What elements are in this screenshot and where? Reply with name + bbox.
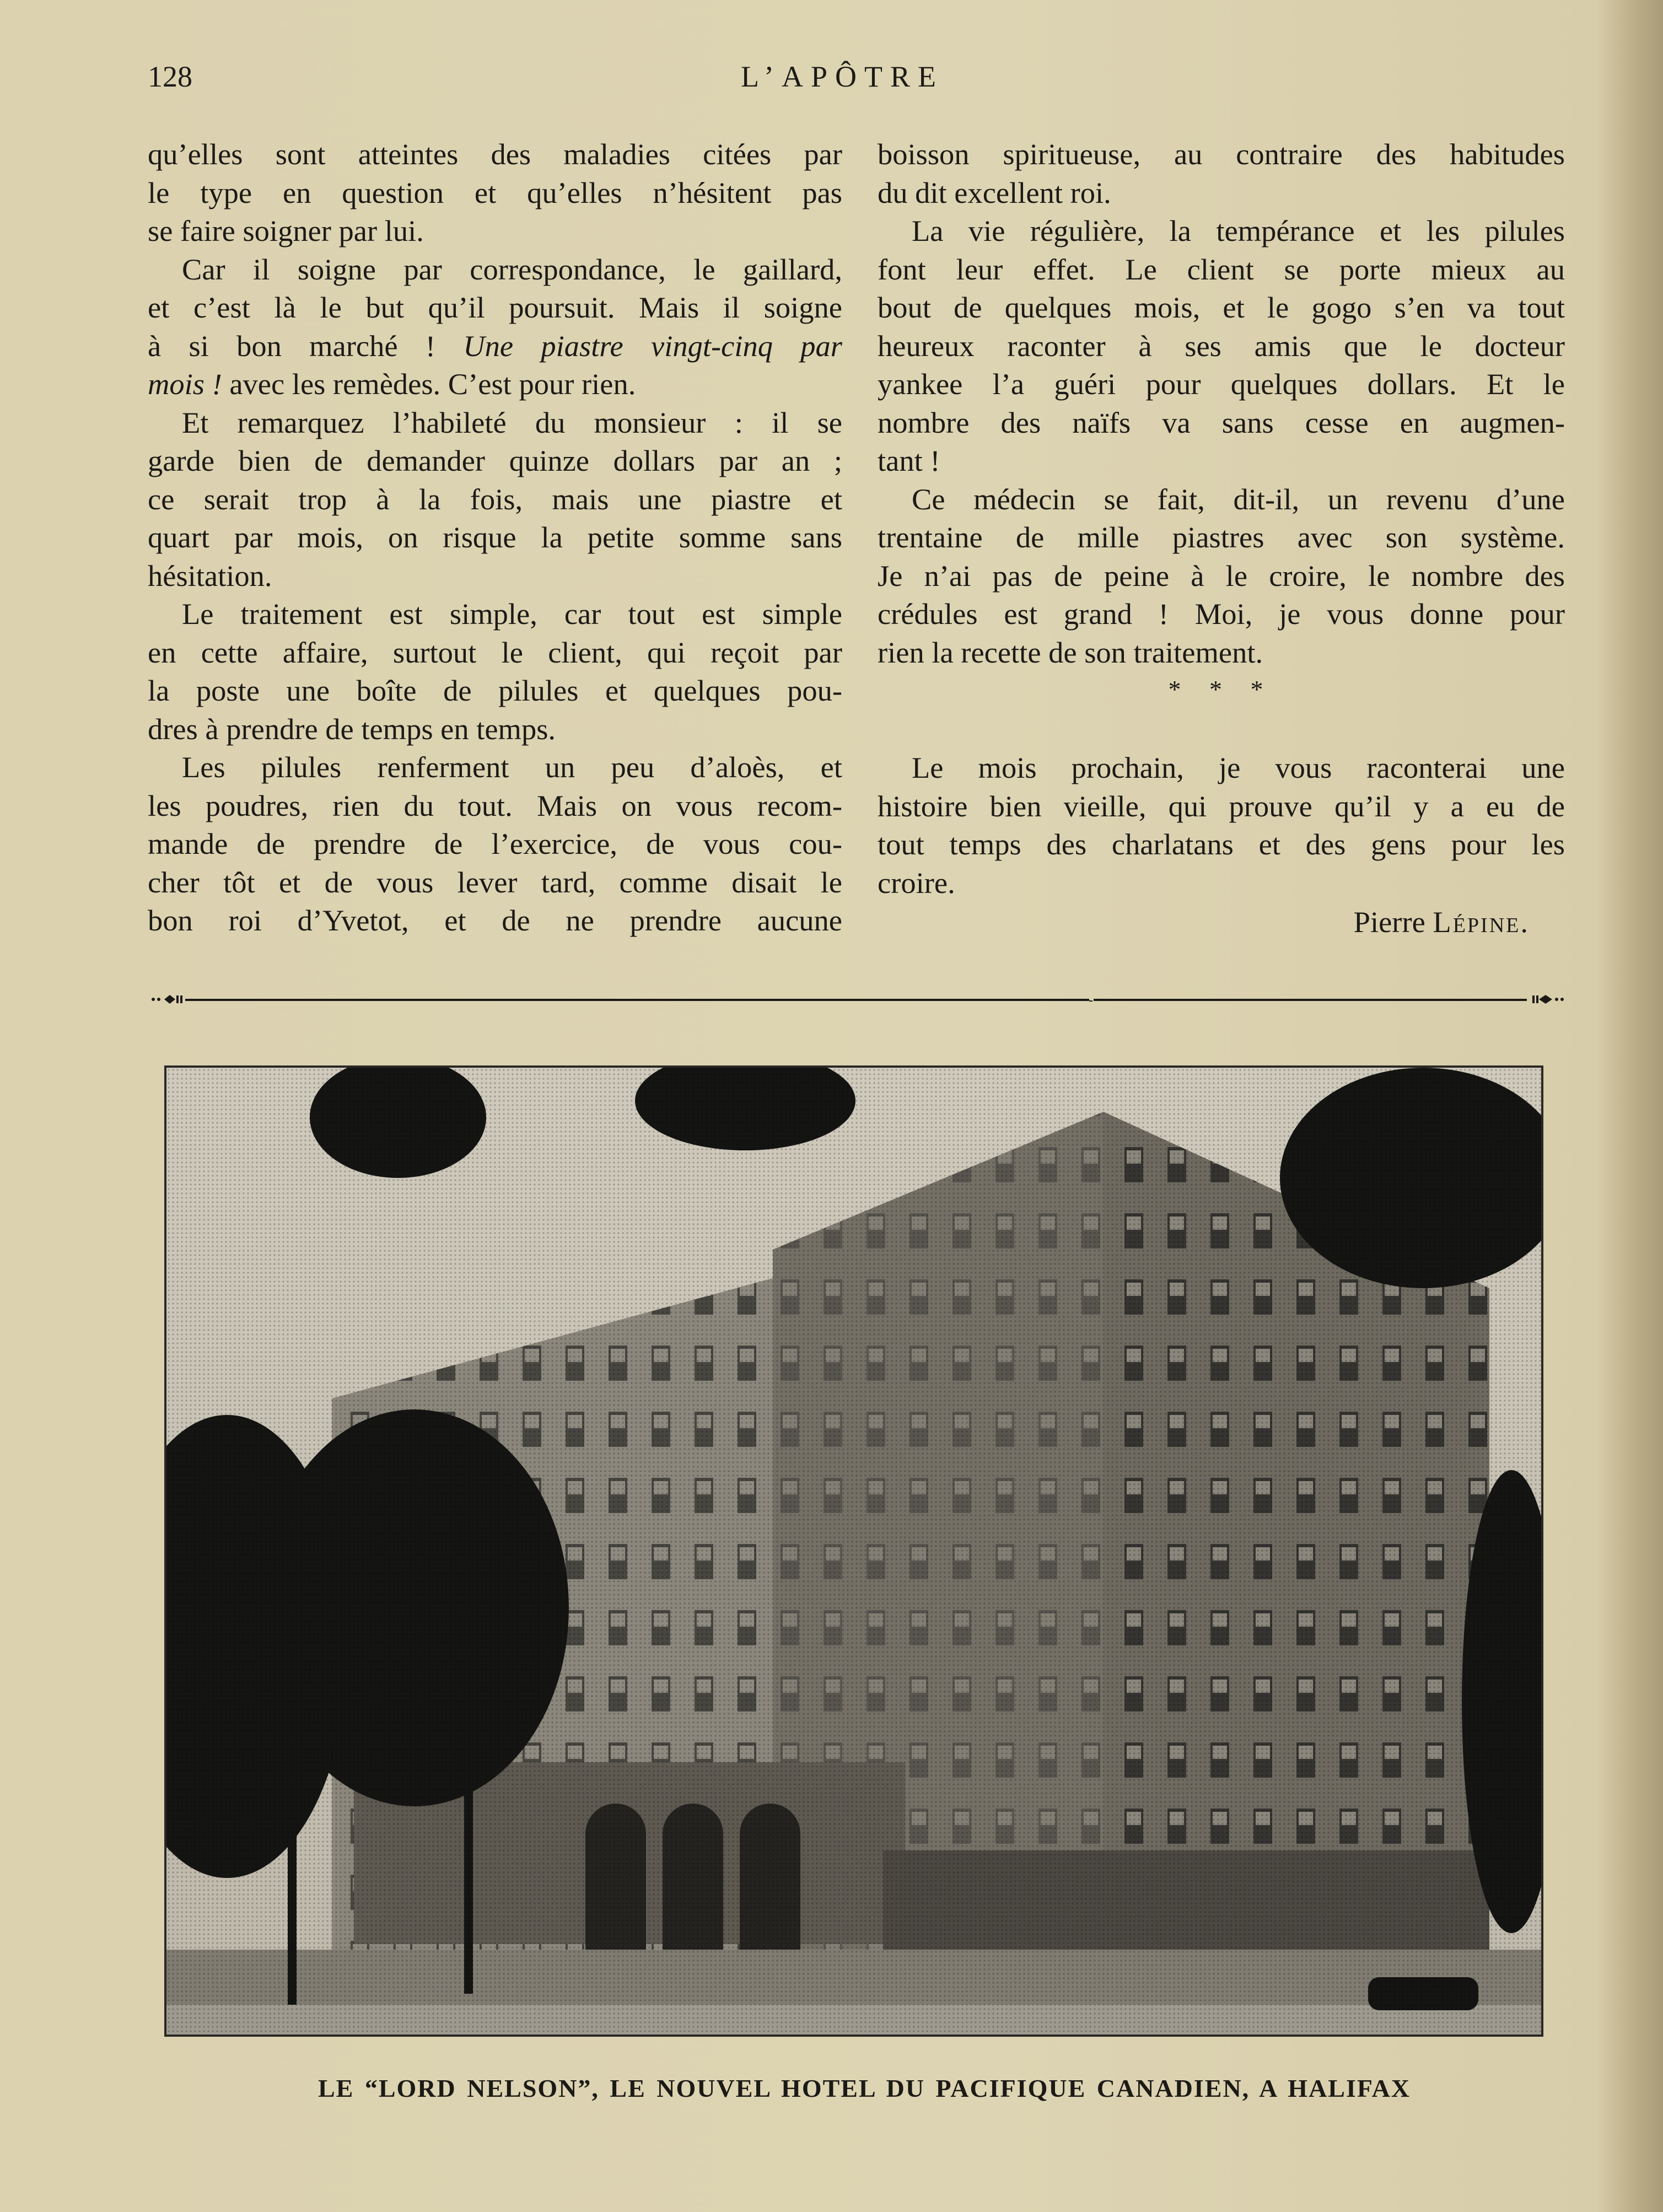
text-line: histoire bien vieille, qui prouve qu’il y a eu de <box>878 789 1565 823</box>
divider-right-ornament-icon <box>1532 995 1564 1004</box>
italic-text: Une piastre vingt-cinq par <box>463 329 842 363</box>
text-line: Les pilules renferment un peu d’aloès, et <box>182 750 842 784</box>
text-line: croire. <box>878 865 955 900</box>
text-line: garde bien de demander quinze dollars par an ; <box>148 444 842 477</box>
text-run: à si bon marché ! <box>148 329 464 363</box>
text-line: en cette affaire, surtout le client, qui reçoit par <box>148 635 842 669</box>
text-line: Et remarquez l’habileté du monsieur : il se <box>182 405 842 439</box>
text-line: hésitation. <box>148 558 272 593</box>
text-line: et c’est là le but qu’il poursuit. Mais il soigne <box>148 290 842 324</box>
text-line: font leur effet. Le client se porte mieux au <box>878 252 1565 286</box>
text-line: mande de prendre de l’exercice, de vous cou- <box>148 827 842 860</box>
text-line: Car il soigne par correspondance, le gaillard, <box>182 252 842 286</box>
text-line: quart par mois, on risque la petite somme sans <box>148 520 842 554</box>
text-line: Le mois prochain, je vous raconterai une <box>912 751 1565 784</box>
text-line: rien la recette de son traitement. <box>878 635 1263 669</box>
text-line: dres à prendre de temps en temps. <box>148 712 556 746</box>
right-column <box>878 135 1565 941</box>
author-first-name: Pierre <box>1353 905 1425 939</box>
text-line: ce serait trop à la fois, mais une piastre et <box>148 482 842 516</box>
text-line: nombre des naïfs va sans cesse en augmen- <box>878 405 1565 439</box>
running-title: L’APÔTRE <box>740 60 944 93</box>
text-line: qu’elles sont atteintes des maladies citées par <box>148 137 842 171</box>
text-line: Ce médecin se fait, dit-il, un revenu d’une <box>912 482 1565 516</box>
text-line: Je n’ai pas de peine à le croire, le nombre des <box>878 558 1565 593</box>
photo-caption: LE “LORD NELSON”, LE NOUVEL HOTEL DU PACIFIQUE CANADIEN, A HALIFAX <box>317 2074 1411 2102</box>
hotel-building-image <box>166 1068 1541 2035</box>
text-line: du dit excellent roi. <box>878 175 1111 209</box>
text-line: Le traitement est simple, car tout est simple <box>182 597 842 631</box>
section-break-stars: * * * <box>1168 675 1274 703</box>
page-header <box>148 60 1537 104</box>
page-number: 128 <box>148 60 192 93</box>
text-line: yankee l’a guéri pour quelques dollars. Et le <box>878 367 1565 401</box>
text-line: se faire soigner par lui. <box>148 214 424 247</box>
text-line: les poudres, rien du tout. Mais on vous recom- <box>148 788 842 822</box>
left-column <box>148 135 842 940</box>
text-line: crédules est grand ! Moi, je vous donne pour <box>878 597 1565 631</box>
text-line: bout de quelques mois, et le gogo s’en va tout <box>878 290 1565 324</box>
text-line: boisson spiritueuse, au contraire des habitudes <box>878 137 1565 171</box>
divider-left-ornament-icon <box>152 995 182 1004</box>
text-run: avec les remèdes. C’est pour rien. <box>229 367 636 401</box>
text-line: cher tôt et de vous lever tard, comme disait le <box>148 865 842 899</box>
author-signature <box>878 903 1565 941</box>
italic-text: mois ! <box>148 367 222 401</box>
text-line: tout temps des charlatans et des gens pour les <box>878 827 1565 861</box>
text-line: heureux raconter à ses amis que le docteur <box>878 329 1565 363</box>
text-line: tant ! <box>878 444 940 477</box>
text-line: trentaine de mille piastres avec son système. <box>878 520 1565 554</box>
text-line: le type en question et qu’elles n’hésitent pas <box>148 175 842 209</box>
text-line: la poste une boîte de pilules et quelques pou- <box>148 674 842 707</box>
ornamental-divider <box>150 991 1565 1008</box>
text-line-mixed <box>148 327 842 365</box>
text-line: La vie régulière, la tempérance et les pilules <box>912 214 1565 247</box>
hotel-photograph <box>164 1065 1543 2037</box>
author-last-name: Lépine. <box>1433 905 1530 939</box>
text-line: bon roi d’Yvetot, et de ne prendre aucune <box>148 903 842 937</box>
text-line-mixed <box>148 365 842 403</box>
